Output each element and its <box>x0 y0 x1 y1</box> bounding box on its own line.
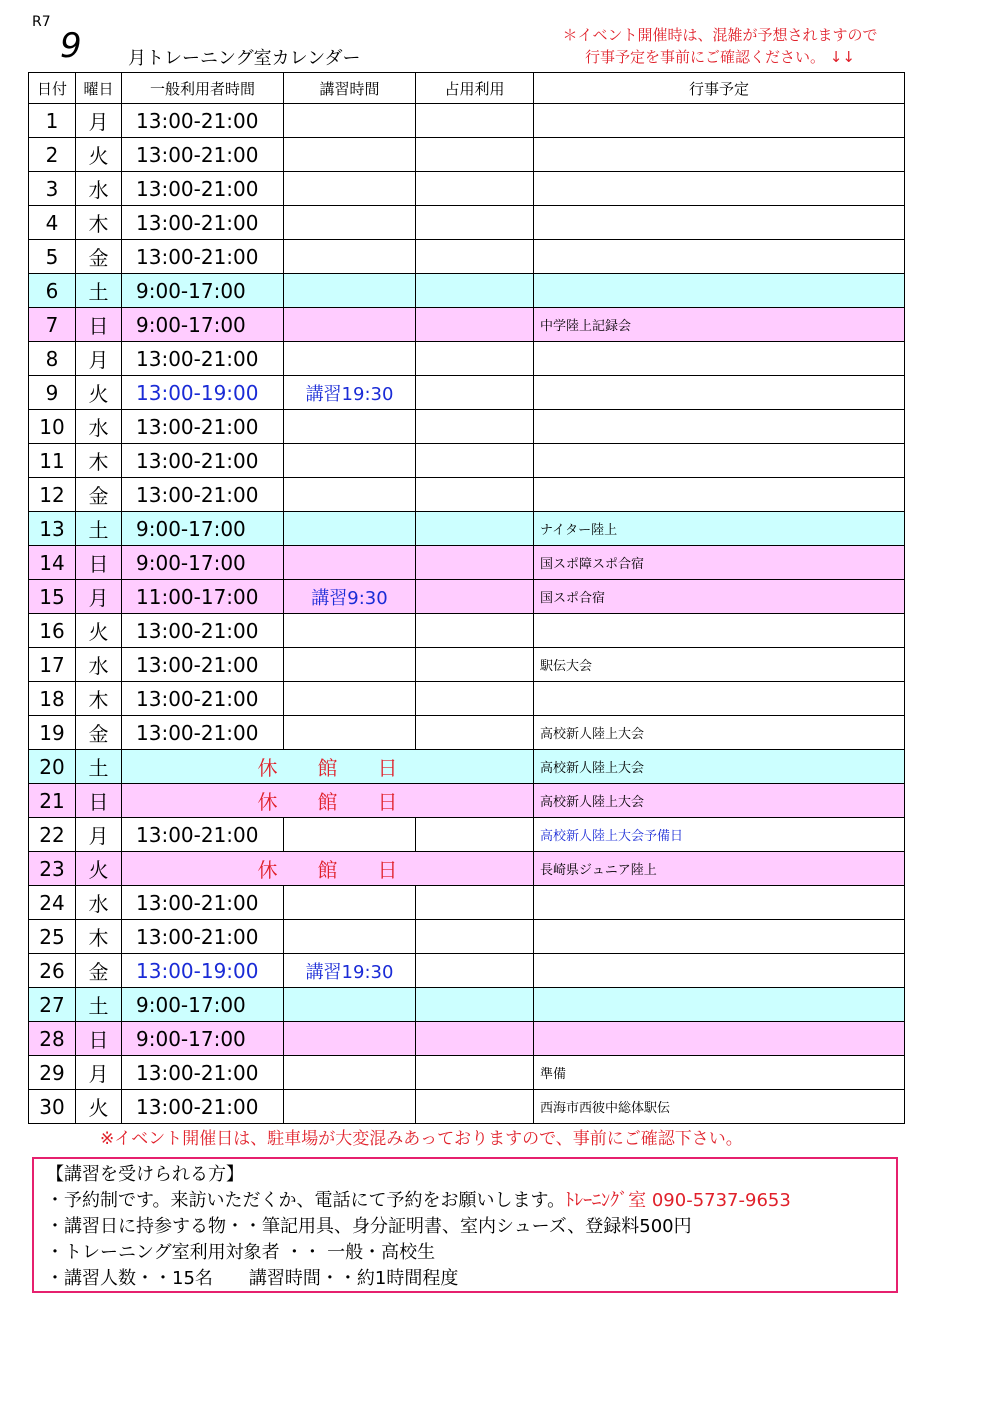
table-row <box>29 342 905 376</box>
lecture-time-cell <box>284 206 416 240</box>
event-cell: 高校新人陸上大会 <box>534 750 905 784</box>
event-cell: 国スポ障スポ合宿 <box>534 546 905 580</box>
general-hours-cell: 13:00-21:00 <box>122 614 284 648</box>
lecture-info-box <box>32 1157 898 1293</box>
phone-number: ﾄﾚｰﾆﾝｸﾞ室 090-5737-9653 <box>565 1190 791 1211</box>
table-row <box>29 886 905 920</box>
date-cell: 2 <box>29 138 76 172</box>
occupied-use-cell <box>416 342 534 376</box>
table-row <box>29 784 905 818</box>
general-hours-cell: 9:00-17:00 <box>122 546 284 580</box>
occupied-use-cell <box>416 1090 534 1124</box>
weekday-cell: 金 <box>76 478 122 512</box>
closed-day-cell: 休館日 <box>122 852 534 886</box>
lecture-time-cell <box>284 1056 416 1090</box>
weekday-cell: 木 <box>76 206 122 240</box>
date-cell: 25 <box>29 920 76 954</box>
table-row <box>29 410 905 444</box>
event-cell <box>534 410 905 444</box>
lecture-time-cell <box>284 614 416 648</box>
lecture-time-cell <box>284 512 416 546</box>
weekday-cell: 木 <box>76 920 122 954</box>
general-hours-cell: 9:00-17:00 <box>122 308 284 342</box>
table-row <box>29 104 905 138</box>
occupied-use-cell <box>416 988 534 1022</box>
weekday-cell: 火 <box>76 1090 122 1124</box>
table-row <box>29 240 905 274</box>
weekday-cell: 木 <box>76 444 122 478</box>
event-cell <box>534 954 905 988</box>
event-cell <box>534 614 905 648</box>
general-hours-cell: 13:00-21:00 <box>122 818 284 852</box>
occupied-use-cell <box>416 104 534 138</box>
date-cell: 8 <box>29 342 76 376</box>
weekday-cell: 水 <box>76 886 122 920</box>
occupied-use-cell <box>416 920 534 954</box>
table-row <box>29 172 905 206</box>
general-hours-cell: 11:00-17:00 <box>122 580 284 614</box>
table-header-row <box>29 73 905 104</box>
weekday-cell: 月 <box>76 1056 122 1090</box>
occupied-use-cell <box>416 410 534 444</box>
general-hours-cell: 13:00-21:00 <box>122 444 284 478</box>
event-cell: 高校新人陸上大会 <box>534 784 905 818</box>
info-heading: 【講習を受けられる方】 <box>46 1164 244 1185</box>
closed-day-cell: 休館日 <box>122 784 534 818</box>
event-cell: 駅伝大会 <box>534 648 905 682</box>
lecture-time-cell: 講習19:30 <box>284 376 416 410</box>
event-cell: 中学陸上記録会 <box>534 308 905 342</box>
table-row <box>29 274 905 308</box>
event-cell: ナイター陸上 <box>534 512 905 546</box>
general-hours-cell: 13:00-21:00 <box>122 920 284 954</box>
occupied-use-cell <box>416 886 534 920</box>
date-cell: 3 <box>29 172 76 206</box>
date-cell: 7 <box>29 308 76 342</box>
col-header-lecture-time: 講習時間 <box>284 73 416 104</box>
occupied-use-cell <box>416 512 534 546</box>
occupied-use-cell <box>416 444 534 478</box>
lecture-time-cell <box>284 988 416 1022</box>
lecture-time-cell <box>284 546 416 580</box>
weekday-cell: 土 <box>76 750 122 784</box>
occupied-use-cell <box>416 274 534 308</box>
date-cell: 18 <box>29 682 76 716</box>
occupied-use-cell <box>416 716 534 750</box>
col-header-date: 日付 <box>29 73 76 104</box>
calendar-table <box>28 72 905 1124</box>
weekday-cell: 火 <box>76 614 122 648</box>
weekday-cell: 月 <box>76 580 122 614</box>
table-row <box>29 852 905 886</box>
table-row <box>29 308 905 342</box>
weekday-cell: 日 <box>76 546 122 580</box>
general-hours-cell: 13:00-19:00 <box>122 954 284 988</box>
occupied-use-cell <box>416 1056 534 1090</box>
date-cell: 24 <box>29 886 76 920</box>
lecture-time-cell <box>284 240 416 274</box>
table-row <box>29 750 905 784</box>
occupied-use-cell <box>416 648 534 682</box>
occupied-use-cell <box>416 172 534 206</box>
era-label: R7 <box>32 14 51 30</box>
calendar-body <box>29 104 905 1124</box>
general-hours-cell: 9:00-17:00 <box>122 988 284 1022</box>
event-cell <box>534 206 905 240</box>
table-row <box>29 988 905 1022</box>
event-cell: 西海市西彼中総体駅伝 <box>534 1090 905 1124</box>
event-notice <box>540 24 900 68</box>
info-reservation-text: ・予約制です。来訪いただくか、電話にて予約をお願いします。 <box>46 1190 566 1211</box>
weekday-cell: 土 <box>76 512 122 546</box>
occupied-use-cell <box>416 138 534 172</box>
weekday-cell: 木 <box>76 682 122 716</box>
occupied-use-cell <box>416 478 534 512</box>
weekday-cell: 日 <box>76 784 122 818</box>
date-cell: 9 <box>29 376 76 410</box>
lecture-time-cell <box>284 410 416 444</box>
date-cell: 16 <box>29 614 76 648</box>
event-cell: 高校新人陸上大会 <box>534 716 905 750</box>
date-cell: 13 <box>29 512 76 546</box>
event-cell <box>534 376 905 410</box>
occupied-use-cell <box>416 682 534 716</box>
general-hours-cell: 13:00-21:00 <box>122 478 284 512</box>
lecture-time-cell <box>284 478 416 512</box>
date-cell: 26 <box>29 954 76 988</box>
lecture-time-cell <box>284 886 416 920</box>
event-cell <box>534 1022 905 1056</box>
weekday-cell: 土 <box>76 988 122 1022</box>
date-cell: 1 <box>29 104 76 138</box>
date-cell: 12 <box>29 478 76 512</box>
lecture-time-cell <box>284 342 416 376</box>
table-row <box>29 206 905 240</box>
weekday-cell: 火 <box>76 852 122 886</box>
general-hours-cell: 9:00-17:00 <box>122 274 284 308</box>
table-row <box>29 648 905 682</box>
general-hours-cell: 13:00-21:00 <box>122 682 284 716</box>
lecture-time-cell <box>284 308 416 342</box>
lecture-time-cell: 講習9:30 <box>284 580 416 614</box>
lecture-time-cell: 講習19:30 <box>284 954 416 988</box>
occupied-use-cell <box>416 954 534 988</box>
lecture-time-cell <box>284 716 416 750</box>
occupied-use-cell <box>416 614 534 648</box>
weekday-cell: 日 <box>76 1022 122 1056</box>
event-cell <box>534 138 905 172</box>
event-cell <box>534 274 905 308</box>
lecture-time-cell <box>284 1090 416 1124</box>
lecture-time-cell <box>284 1022 416 1056</box>
event-notice-line2: 行事予定を事前にご確認ください。 ↓↓ <box>585 48 855 66</box>
table-row <box>29 1022 905 1056</box>
general-hours-cell: 9:00-17:00 <box>122 512 284 546</box>
general-hours-cell: 13:00-21:00 <box>122 206 284 240</box>
date-cell: 14 <box>29 546 76 580</box>
date-cell: 29 <box>29 1056 76 1090</box>
col-header-event-schedule: 行事予定 <box>534 73 905 104</box>
table-row <box>29 444 905 478</box>
date-cell: 17 <box>29 648 76 682</box>
table-row <box>29 478 905 512</box>
occupied-use-cell <box>416 1022 534 1056</box>
date-cell: 23 <box>29 852 76 886</box>
weekday-cell: 月 <box>76 342 122 376</box>
occupied-use-cell <box>416 546 534 580</box>
table-row <box>29 614 905 648</box>
date-cell: 5 <box>29 240 76 274</box>
date-cell: 4 <box>29 206 76 240</box>
info-eligibility-line: ・トレーニング室利用対象者 ・・ 一般・高校生 <box>46 1242 436 1263</box>
general-hours-cell: 13:00-21:00 <box>122 1056 284 1090</box>
table-row <box>29 716 905 750</box>
date-cell: 28 <box>29 1022 76 1056</box>
general-hours-cell: 13:00-21:00 <box>122 342 284 376</box>
lecture-time-cell <box>284 920 416 954</box>
general-hours-cell: 13:00-21:00 <box>122 648 284 682</box>
weekday-cell: 金 <box>76 716 122 750</box>
general-hours-cell: 13:00-21:00 <box>122 172 284 206</box>
table-row <box>29 818 905 852</box>
weekday-cell: 水 <box>76 648 122 682</box>
col-header-general-hours: 一般利用者時間 <box>122 73 284 104</box>
event-cell <box>534 988 905 1022</box>
weekday-cell: 火 <box>76 138 122 172</box>
table-row <box>29 376 905 410</box>
weekday-cell: 月 <box>76 104 122 138</box>
weekday-cell: 金 <box>76 954 122 988</box>
event-cell <box>534 172 905 206</box>
event-cell <box>534 682 905 716</box>
date-cell: 21 <box>29 784 76 818</box>
info-reservation-line <box>46 1188 896 1214</box>
lecture-time-cell <box>284 682 416 716</box>
lecture-time-cell <box>284 444 416 478</box>
lecture-time-cell <box>284 172 416 206</box>
weekday-cell: 土 <box>76 274 122 308</box>
general-hours-cell: 13:00-21:00 <box>122 240 284 274</box>
lecture-time-cell <box>284 274 416 308</box>
date-cell: 22 <box>29 818 76 852</box>
general-hours-cell: 13:00-21:00 <box>122 1090 284 1124</box>
general-hours-cell: 13:00-21:00 <box>122 716 284 750</box>
occupied-use-cell <box>416 376 534 410</box>
event-cell: 準備 <box>534 1056 905 1090</box>
weekday-cell: 水 <box>76 410 122 444</box>
table-row <box>29 138 905 172</box>
month-number: 9 <box>60 26 82 66</box>
parking-footnote: ※イベント開催日は、駐車場が大変混みあっておりますので、事前にご確認下さい。 <box>100 1129 743 1149</box>
info-items-line: ・講習日に持参する物・・筆記用具、身分証明書、室内シューズ、登録料500円 <box>46 1216 692 1237</box>
weekday-cell: 火 <box>76 376 122 410</box>
event-cell: 国スポ合宿 <box>534 580 905 614</box>
event-cell <box>534 240 905 274</box>
date-cell: 6 <box>29 274 76 308</box>
general-hours-cell: 13:00-21:00 <box>122 138 284 172</box>
general-hours-cell: 9:00-17:00 <box>122 1022 284 1056</box>
date-cell: 10 <box>29 410 76 444</box>
info-capacity-line: ・講習人数・・15名 講習時間・・約1時間程度 <box>46 1268 459 1289</box>
event-cell <box>534 342 905 376</box>
date-cell: 19 <box>29 716 76 750</box>
weekday-cell: 日 <box>76 308 122 342</box>
lecture-time-cell <box>284 104 416 138</box>
col-header-weekday: 曜日 <box>76 73 122 104</box>
closed-day-cell: 休館日 <box>122 750 534 784</box>
occupied-use-cell <box>416 308 534 342</box>
event-cell: 長崎県ジュニア陸上 <box>534 852 905 886</box>
date-cell: 20 <box>29 750 76 784</box>
event-cell <box>534 886 905 920</box>
table-row <box>29 1090 905 1124</box>
date-cell: 30 <box>29 1090 76 1124</box>
general-hours-cell: 13:00-21:00 <box>122 104 284 138</box>
table-row <box>29 1056 905 1090</box>
weekday-cell: 水 <box>76 172 122 206</box>
date-cell: 27 <box>29 988 76 1022</box>
occupied-use-cell <box>416 818 534 852</box>
table-row <box>29 512 905 546</box>
table-row <box>29 546 905 580</box>
page-title: 月トレーニング室カレンダー <box>128 48 361 69</box>
lecture-time-cell <box>284 138 416 172</box>
general-hours-cell: 13:00-21:00 <box>122 410 284 444</box>
lecture-time-cell <box>284 818 416 852</box>
event-cell <box>534 478 905 512</box>
occupied-use-cell <box>416 580 534 614</box>
general-hours-cell: 13:00-21:00 <box>122 886 284 920</box>
occupied-use-cell <box>416 206 534 240</box>
weekday-cell: 月 <box>76 818 122 852</box>
table-row <box>29 580 905 614</box>
col-header-occupied-use: 占用利用 <box>416 73 534 104</box>
table-row <box>29 920 905 954</box>
event-notice-line1: ＊イベント開催時は、混雑が予想されますので <box>562 26 878 44</box>
date-cell: 15 <box>29 580 76 614</box>
date-cell: 11 <box>29 444 76 478</box>
general-hours-cell: 13:00-19:00 <box>122 376 284 410</box>
event-cell <box>534 920 905 954</box>
event-cell <box>534 104 905 138</box>
lecture-time-cell <box>284 648 416 682</box>
table-row <box>29 682 905 716</box>
occupied-use-cell <box>416 240 534 274</box>
weekday-cell: 金 <box>76 240 122 274</box>
table-row <box>29 954 905 988</box>
event-cell: 高校新人陸上大会予備日 <box>534 818 905 852</box>
event-cell <box>534 444 905 478</box>
